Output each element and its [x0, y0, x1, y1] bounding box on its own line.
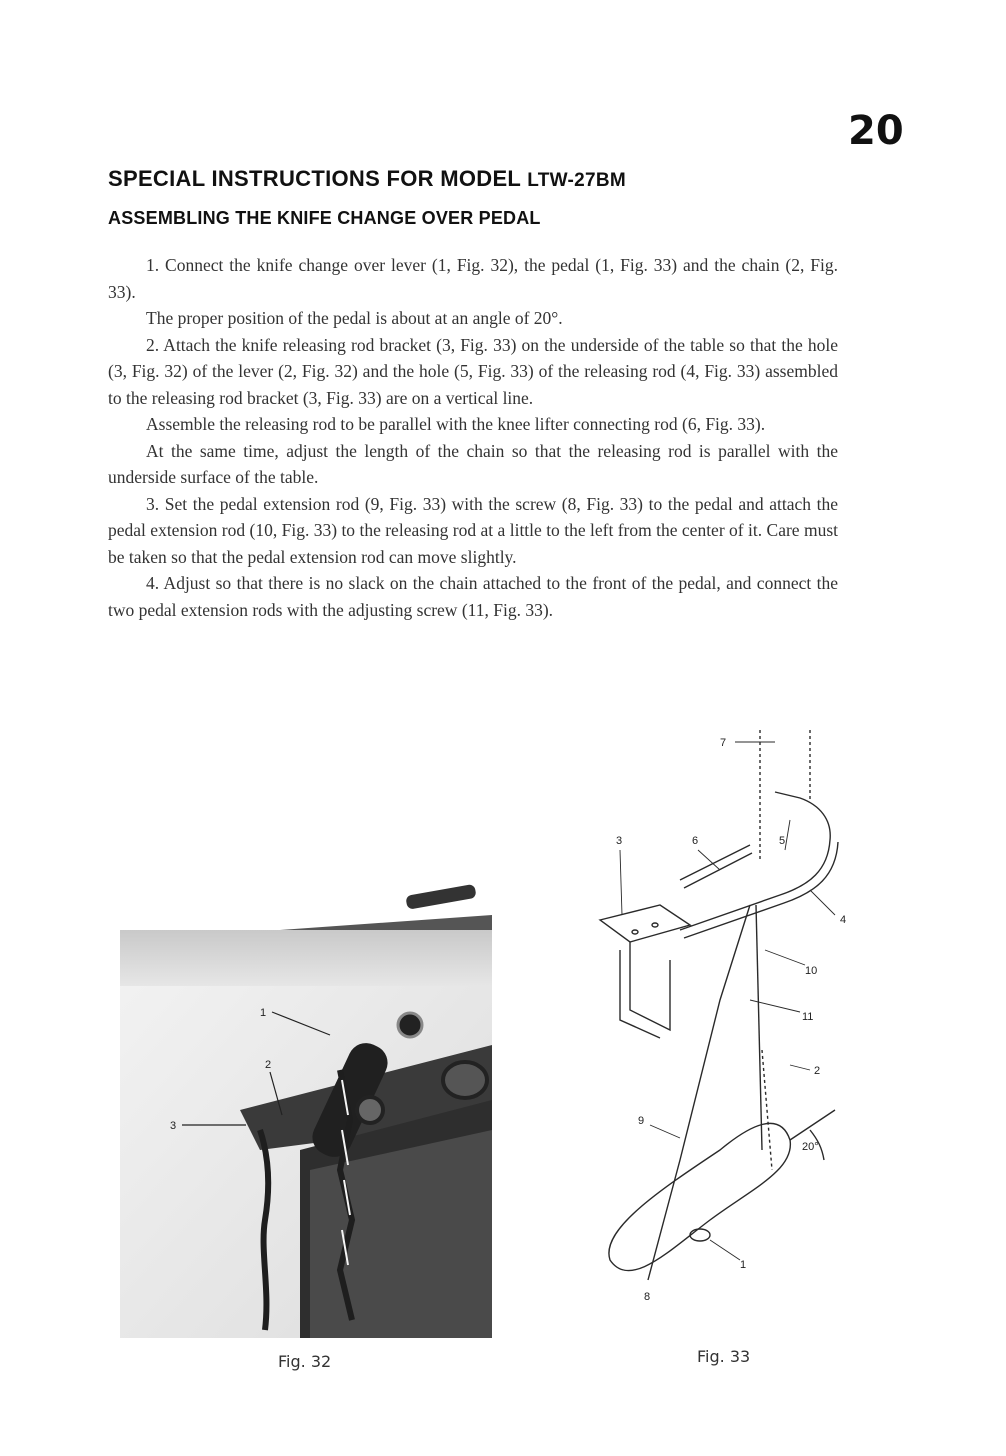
paragraph: 4. Adjust so that there is no slack on the chain attached to the front of the pedal, and connect the two pedal extension rods with the adjusting screw (11, Fig. 33). [108, 573, 838, 620]
paragraph: Assemble the releasing rod to be parallel with the knee lifter connecting rod (6, Fig. 33). [146, 414, 766, 434]
fig33-caption: Fig. 33 [697, 1347, 751, 1366]
fig32-label: 2 [265, 1059, 272, 1071]
fig33-label: 10 [805, 965, 818, 977]
fig32-photo [120, 870, 492, 1338]
fig33-angle-label: 20° [802, 1141, 819, 1153]
heading-text: SPECIAL INSTRUCTIONS FOR MODEL [108, 166, 521, 191]
fig33-label: 2 [814, 1065, 821, 1077]
fig33-label: 9 [638, 1115, 645, 1127]
fig33-label: 6 [692, 835, 699, 847]
page-number: 20 [848, 108, 904, 154]
fig32-label: 1 [260, 1007, 267, 1019]
fig33-diagram [580, 720, 860, 1300]
fig32-caption: Fig. 32 [278, 1352, 332, 1371]
fig33-label: 3 [616, 835, 623, 847]
paragraph: 3. Set the pedal extension rod (9, Fig. 33) with the screw (8, Fig. 33) to the pedal and attach the pedal extension rod (10, Fig. 33) to the releasing rod at a little to the left from the center of it. Care must be taken so that the pedal extension rod can move slightly. [108, 493, 838, 567]
fig32-label: 3 [170, 1120, 177, 1132]
heading-model: LTW-27BM [527, 170, 626, 191]
fig33-label: 11 [802, 1011, 814, 1023]
fig33-label: 7 [720, 737, 727, 749]
paragraph: 1. Connect the knife change over lever (1, Fig. 32), the pedal (1, Fig. 33) and the chain (2, Fig. 33). [108, 255, 838, 302]
subheading: ASSEMBLING THE KNIFE CHANGE OVER PEDAL [108, 208, 541, 228]
paragraph: The proper position of the pedal is about at an angle of 20°. [146, 308, 563, 328]
paragraph: At the same time, adjust the length of the chain so that the releasing rod is parallel with the underside surface of the table. [108, 440, 838, 487]
fig33-label: 8 [644, 1291, 651, 1300]
fig33-label: 1 [740, 1259, 747, 1271]
fig33-label: 5 [779, 835, 786, 847]
fig33-label: 4 [840, 914, 847, 926]
section-heading [108, 166, 626, 192]
instructions-body [108, 252, 838, 623]
paragraph: 2. Attach the knife releasing rod bracket (3, Fig. 33) on the underside of the table so that the hole (3, Fig. 32) of the lever (2, Fig. 32) and the hole (5, Fig. 33) of the releasing rod (4, Fig. 33) assembled to the releasing rod bracket (3, Fig. 33) are on a vertical line. [108, 334, 838, 408]
